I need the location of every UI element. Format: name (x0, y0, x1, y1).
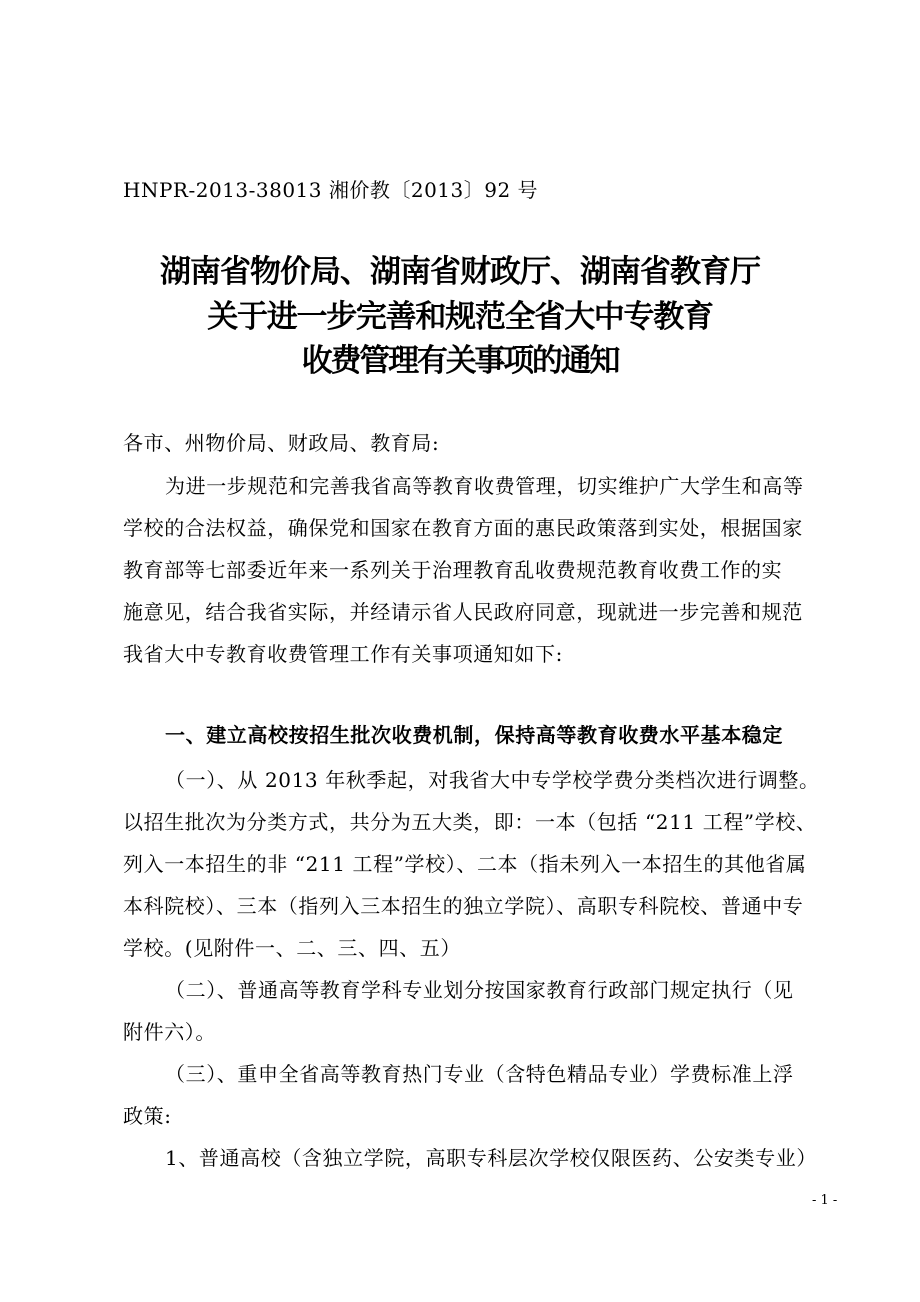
item-2-line: 附件六）。 (123, 1020, 216, 1044)
title-line-2: 关于进一步完善和规范全省大中专教育 (207, 299, 713, 335)
item-3-line: 政策: (123, 1104, 172, 1128)
title-line-3: 收费管理有关事项的通知 (301, 343, 619, 379)
item-1-line: （一）、从 2013 年秋季起，对我省大中专学校学费分类档次进行调整。 (165, 768, 820, 792)
intro-line: 我省大中专教育收费管理工作有关事项通知如下: (123, 642, 563, 666)
item-1-line: 列入一本招生的非 “211 工程”学校）、二本（指未列入一本招生的其他省属 (123, 852, 807, 876)
section-heading-1: 一、建立高校按招生批次收费机制，保持高等教育收费水平基本稳定 (165, 723, 783, 747)
intro-line: 施意见，结合我省实际，并经请示省人民政府同意，现就进一步完善和规范 (123, 600, 803, 624)
page-number: - 1 - (812, 1193, 838, 1208)
intro-line: 教育部等七部委近年来一系列关于治理教育乱收费规范教育收费工作的实 (123, 558, 783, 582)
item-3-1-line: 1、普通高校（含独立学院，高职专科层次学校仅限医药、公安类专业） (165, 1146, 817, 1170)
title-line-1: 湖南省物价局、湖南省财政厅、湖南省教育厅 (160, 254, 760, 290)
item-2-line: （二）、普通高等教育学科专业划分按国家教育行政部门规定执行（见 (165, 978, 794, 1002)
item-3-line: （三）、重申全省高等教育热门专业（含特色精品专业）学费标准上浮 (165, 1062, 794, 1086)
document-number: HNPR-2013-38013 湘价教〔2013〕92 号 (123, 178, 539, 202)
intro-line: 学校的合法权益，确保党和国家在教育方面的惠民政策落到实处，根据国家 (123, 516, 803, 540)
salutation: 各市、州物价局、财政局、教育局: (123, 431, 440, 455)
intro-line: 为进一步规范和完善我省高等教育收费管理，切实维护广大学生和高等 (165, 474, 804, 498)
item-1-line: 以招生批次为分类方式，共分为五大类，即：一本（包括 “211 工程”学校、 (123, 810, 817, 834)
item-1-line: 学校。(见附件一、二、三、四、五） (123, 936, 462, 960)
item-1-line: 本科院校）、三本（指列入三本招生的独立学院）、高职专科院校、普通中专 (123, 894, 804, 918)
